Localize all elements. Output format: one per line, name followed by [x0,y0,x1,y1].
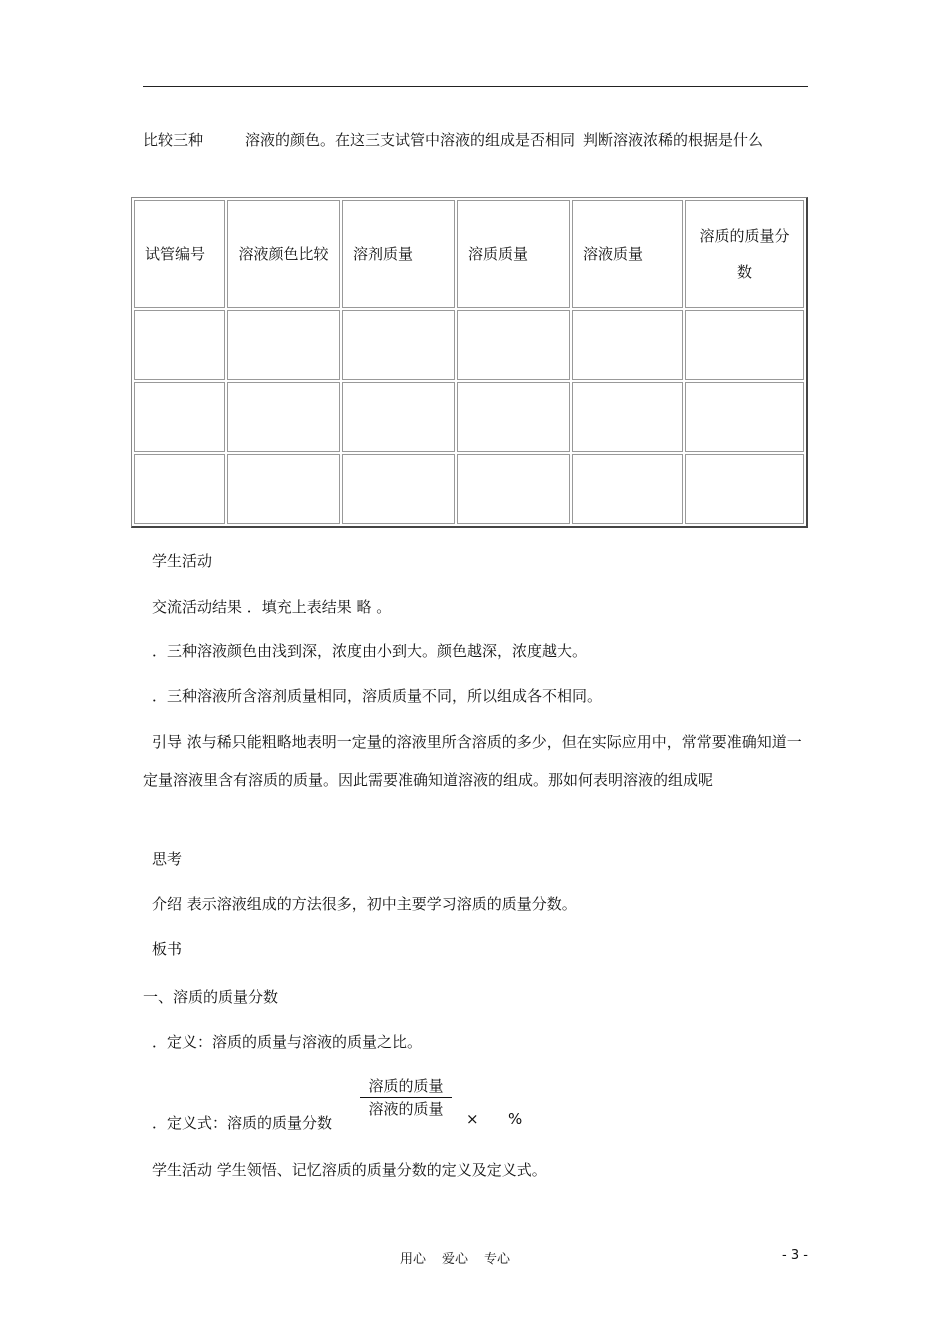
table-cell [685,310,804,380]
exchange-result: 交流活动结果 ．填充上表结果 略 。 [152,598,392,616]
intro-part-2: 溶液的颜色。在这三支试管中溶液的组成是否相同 [245,131,576,149]
table-header-cell: 溶质质量 [457,200,570,308]
section-heading: 一、溶质的质量分数 [143,988,279,1006]
footer-motto [400,1248,526,1267]
board-label: 板书 [152,940,183,958]
table-header-row [134,200,804,308]
table-header-cell: 溶质的质量分数 [685,200,804,308]
student-activity-label: 学生活动 [152,552,213,570]
table-header-cell: 溶液颜色比较 [227,200,340,308]
table-header-cell: 溶剂质量 [342,200,455,308]
table-cell [134,310,225,380]
times-sign: × [466,1110,479,1128]
footer-item: 专心 [484,1252,511,1267]
observation-table [131,197,808,528]
intro-part-1: 比较三种 [143,131,204,149]
page-number: - 3 - [782,1248,808,1263]
definition-line: ．定义：溶质的质量与溶液的质量之比。 [152,1033,423,1051]
table-cell [685,454,804,524]
table-cell [227,454,340,524]
table-cell [572,382,683,452]
table-cell [134,382,225,452]
point-composition: ．三种溶液所含溶剂质量相同，溶质质量不同，所以组成各不相同。 [152,687,603,705]
guide-paragraph: 引导 浓与稀只能粗略地表明一定量的溶液里所含溶质的多少，但在实际应用中，常常要准确知道一定量溶液里含有溶质的质量。因此需要准确知道溶液的组成。那如何表明溶液的组成呢 [143,733,802,789]
header-rule [143,86,808,87]
table-cell [572,310,683,380]
intro-paragraph: 介绍 表示溶液组成的方法很多，初中主要学习溶质的质量分数。 [152,895,577,913]
table-cell [572,454,683,524]
table-cell [457,382,570,452]
table-cell [342,310,455,380]
table-cell [342,454,455,524]
table-header-cell: 试管编号 [134,200,225,308]
table-cell [457,454,570,524]
table-header-cell: 溶液质量 [572,200,683,308]
table-cell [685,382,804,452]
intro-part-3: 判断溶液浓稀的根据是什么 [583,131,764,149]
formula-denominator: 溶液的质量 [368,1100,444,1118]
table-row [134,310,804,380]
table-row [134,382,804,452]
point-color: ．三种溶液颜色由浅到深，浓度由小到大。颜色越深，浓度越大。 [152,642,588,660]
table-row [134,454,804,524]
table-cell [227,310,340,380]
mass-fraction-formula [360,1075,452,1119]
footer-item: 用心 [400,1252,427,1267]
table-cell [227,382,340,452]
footer-item: 爱心 [442,1252,469,1267]
formula-numerator: 溶质的质量 [368,1077,444,1095]
intro-question [143,121,808,159]
percent-sign: % [508,1110,523,1128]
table-cell [457,310,570,380]
table-cell [342,382,455,452]
think-label: 思考 [152,850,183,868]
student-activity-memorize: 学生活动 学生领悟、记忆溶质的质量分数的定义及定义式。 [152,1161,547,1179]
formula-label: ．定义式：溶质的质量分数 [152,1114,333,1132]
table-cell [134,454,225,524]
